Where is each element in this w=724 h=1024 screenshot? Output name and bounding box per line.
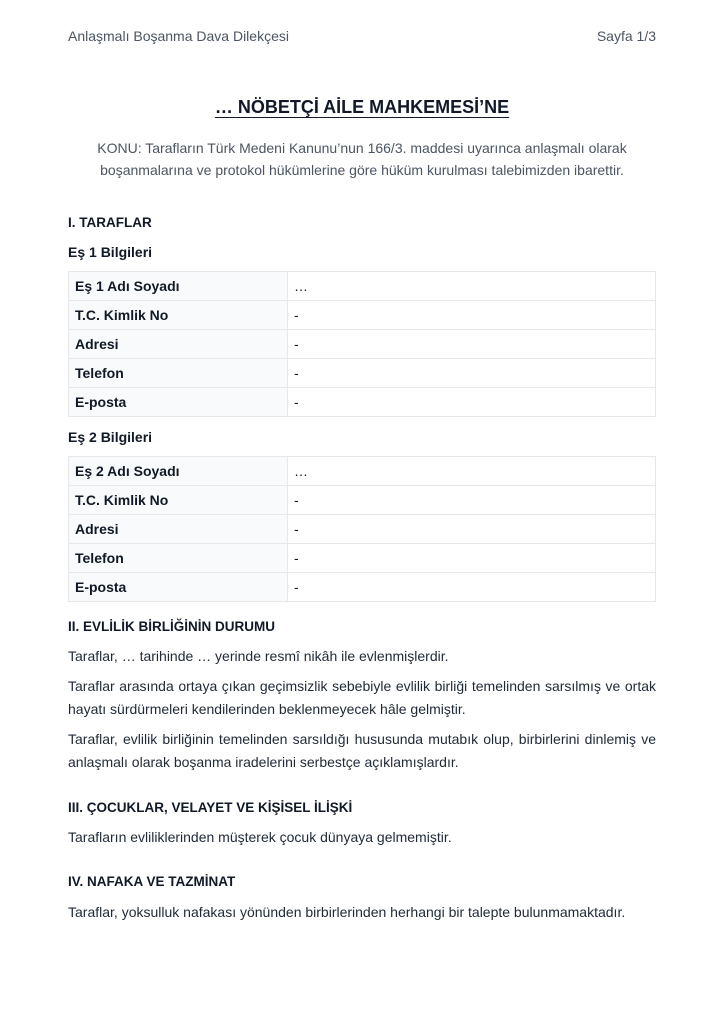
- row-value: -: [288, 301, 656, 330]
- row-value: …: [288, 272, 656, 301]
- row-label: T.C. Kimlik No: [69, 486, 288, 515]
- section-parties-heading: I. TARAFLAR: [68, 215, 152, 230]
- row-label: T.C. Kimlik No: [69, 301, 288, 330]
- row-label: Telefon: [69, 544, 288, 573]
- row-value: -: [288, 573, 656, 602]
- row-value: -: [288, 515, 656, 544]
- table-row: [69, 272, 656, 301]
- document-title-header: Anlaşmalı Boşanma Dava Dilekçesi: [68, 28, 289, 44]
- row-label: Eş 2 Adı Soyadı: [69, 457, 288, 486]
- row-label: Adresi: [69, 515, 288, 544]
- row-label: Telefon: [69, 359, 288, 388]
- spouse1-heading: Eş 1 Bilgileri: [68, 244, 153, 260]
- row-value: -: [288, 330, 656, 359]
- table-row: [69, 388, 656, 417]
- section-marriage-heading: II. EVLİLİK BİRLİĞİNİN DURUMU: [68, 619, 275, 634]
- table-row: [69, 486, 656, 515]
- table-row: [69, 301, 656, 330]
- spouse1-table: [68, 271, 656, 417]
- spouse2-heading: Eş 2 Bilgileri: [68, 429, 153, 445]
- row-value: -: [288, 359, 656, 388]
- table-row: [69, 330, 656, 359]
- row-label: E-posta: [69, 573, 288, 602]
- page-header: [68, 28, 656, 44]
- table-row: [69, 544, 656, 573]
- row-label: Eş 1 Adı Soyadı: [69, 272, 288, 301]
- table-row: [69, 457, 656, 486]
- row-value: -: [288, 544, 656, 573]
- section-alimony-heading: IV. NAFAKA VE TAZMİNAT: [68, 874, 236, 889]
- court-title: … NÖBETÇİ AİLE MAHKEMESİ’NE: [214, 97, 510, 117]
- table-row: [69, 359, 656, 388]
- row-value: …: [288, 457, 656, 486]
- subject-text: KONU: Tarafların Türk Medeni Kanunu’nun 166/3. maddesi uyarınca anlaşmalı olarak boşanmalarına ve protokol hükümlerine göre hüküm kurulması talebimizden ibarettir.: [97, 140, 627, 178]
- spouse2-table: [68, 456, 656, 602]
- row-value: -: [288, 388, 656, 417]
- table-row: [69, 573, 656, 602]
- row-value: -: [288, 486, 656, 515]
- row-label: Adresi: [69, 330, 288, 359]
- marriage-paragraph-1: Taraflar, … tarihinde … yerinde resmî nikâh ile evlenmişlerdir.: [68, 648, 449, 664]
- row-label: E-posta: [69, 388, 288, 417]
- children-paragraph-1: Tarafların evliliklerinden müşterek çocuk dünyaya gelmemiştir.: [68, 829, 452, 845]
- alimony-paragraph-1: Taraflar, yoksulluk nafakası yönünden birbirlerinden herhangi bir talepte bulunmamaktadır.: [68, 904, 626, 920]
- marriage-paragraph-2: Taraflar arasında ortaya çıkan geçimsizlik sebebiyle evlilik birliği temelinden sarsılmış ve ortak hayatı sürdürmeleri kendilerinden beklenmeyecek hâle gelmiştir.: [68, 678, 656, 717]
- page-number: Sayfa 1/3: [596, 28, 656, 44]
- table-row: [69, 515, 656, 544]
- marriage-paragraph-3: Taraflar, evlilik birliğinin temelinden sarsıldığı hususunda mutabık olup, birbirlerini dinlemiş ve anlaşmalı olarak boşanma iradelerini serbestçe açıklamışlardır.: [68, 731, 656, 770]
- section-children-heading: III. ÇOCUKLAR, VELAYET VE KİŞİSEL İLİŞKİ: [68, 800, 353, 815]
